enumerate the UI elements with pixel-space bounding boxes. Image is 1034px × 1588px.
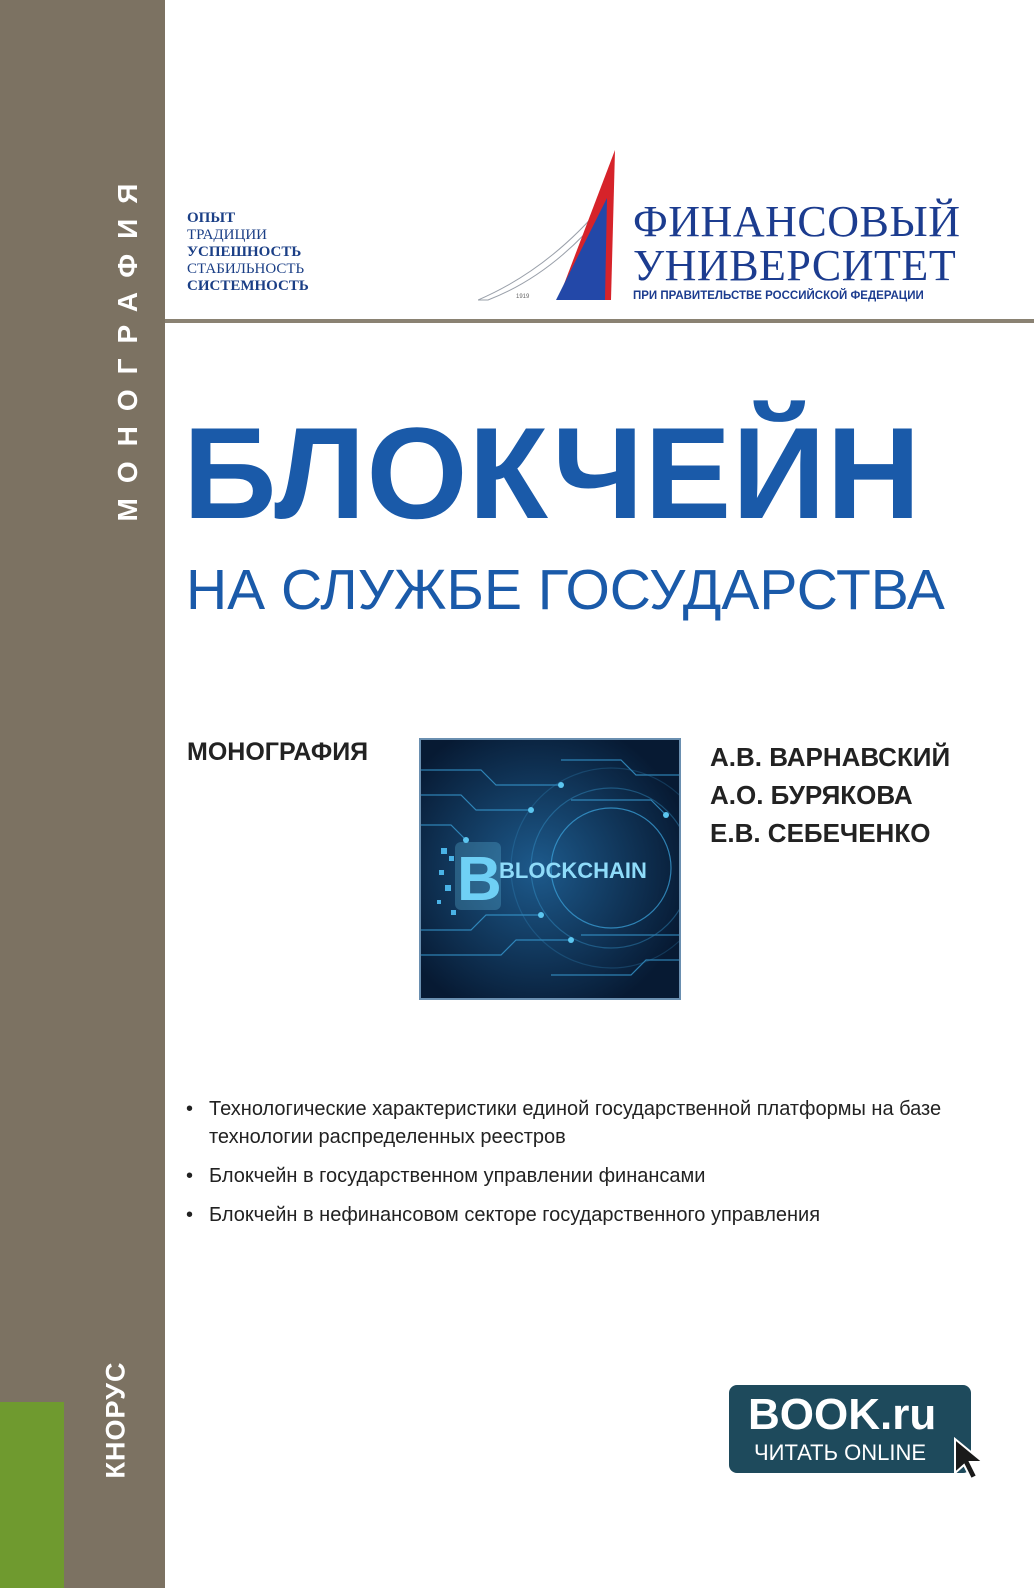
university-subtitle: ПРИ ПРАВИТЕЛЬСТВЕ РОССИЙСКОЙ ФЕДЕРАЦИИ bbox=[633, 290, 924, 302]
author-name: А.О. БУРЯКОВА bbox=[710, 780, 913, 810]
badge-brand: BOOK.ru bbox=[748, 1390, 937, 1439]
cover-blockchain-label: BLOCKCHAIN bbox=[499, 858, 647, 883]
topic-item: • Блокчейн в нефинансовом секторе государственного управления bbox=[186, 1201, 986, 1229]
book-subtitle: НА СЛУЖБЕ ГОСУДАРСТВА bbox=[186, 558, 945, 622]
logo-year: 1919 bbox=[516, 294, 530, 300]
cursor-arrow-icon bbox=[953, 1437, 987, 1481]
university-name-line2: УНИВЕРСИТЕТ bbox=[633, 241, 957, 290]
university-name-line1: ФИНАНСОВЫЙ bbox=[633, 197, 961, 246]
topic-item: • Технологические характеристики единой государственной платформы на базе технологии распределенных реестров bbox=[186, 1095, 986, 1151]
spine-publisher: КНОРУС bbox=[100, 1361, 131, 1479]
book-title: БЛОКЧЕЙН bbox=[183, 400, 922, 546]
badge-action-label: ЧИТАТЬ ONLINE bbox=[754, 1440, 927, 1465]
motto-line: СИСТЕМНОСТЬ bbox=[187, 278, 309, 294]
circuit-pattern-icon bbox=[421, 740, 679, 998]
motto-line: УСПЕШНОСТЬ bbox=[187, 244, 302, 260]
university-motto bbox=[187, 210, 309, 295]
publisher-block bbox=[0, 1402, 64, 1588]
author-name: Е.В. СЕБЕЧЕНКО bbox=[710, 818, 931, 848]
book-ru-read-online-button[interactable] bbox=[729, 1385, 971, 1473]
motto-line: ОПЫТ bbox=[187, 210, 236, 226]
topic-item: • Блокчейн в государственном управлении финансами bbox=[186, 1162, 986, 1190]
motto-line: ТРАДИЦИИ bbox=[187, 227, 267, 243]
university-logo-icon bbox=[478, 150, 618, 305]
book-genre: МОНОГРАФИЯ bbox=[187, 738, 369, 766]
authors-list bbox=[710, 738, 950, 852]
topics-list bbox=[186, 1095, 986, 1240]
spine-title: МОНОГРАФИЯ bbox=[112, 168, 143, 522]
author-name: А.В. ВАРНАВСКИЙ bbox=[710, 742, 951, 772]
header-divider bbox=[165, 319, 1034, 323]
svg-text:B: B bbox=[457, 845, 502, 914]
blockchain-cover-image bbox=[419, 738, 681, 1000]
motto-line: СТАБИЛЬНОСТЬ bbox=[187, 261, 305, 277]
